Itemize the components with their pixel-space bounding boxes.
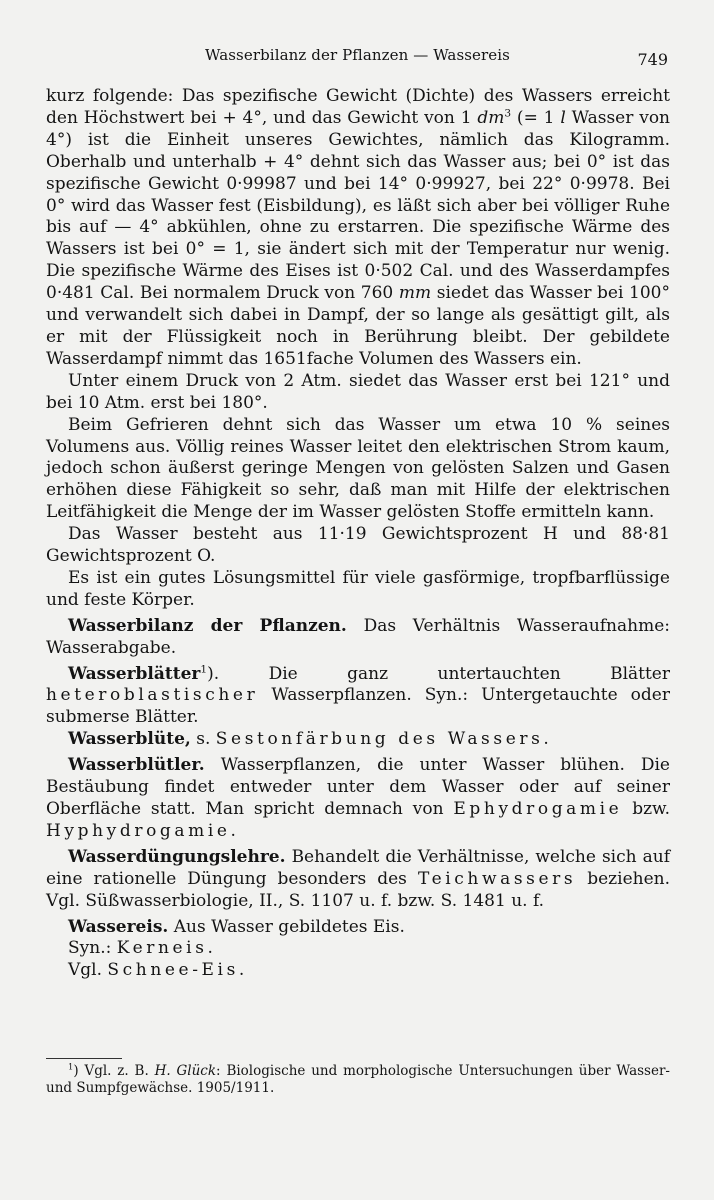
- entry-headword: Wasserdüngungslehre.: [68, 846, 286, 867]
- footnote-reference: 1: [200, 662, 208, 675]
- entry-wassereis-synonym: Syn.: Kerneis.: [68, 938, 217, 959]
- footnote-text: $^1$) Vgl. z. B. H. Glück: Biologische und morphologische Untersuchungen über Wasser- und Sumpfgewächse. 1905/1911.: [46, 1061, 670, 1096]
- footnote-rule: [46, 1058, 122, 1059]
- entry-wassereis: Wassereis. Aus Wasser gebildetes Eis.: [68, 916, 405, 937]
- paragraph-freezing: Beim Gefrieren dehnt sich das Wasser um etwa 10 % seines Volumens aus. Völlig reines Wasser leitet den elektrischen Strom kaum, jedoch schon äußerst geringe Mengen von gelösten Salzen und Gasen erhöhen diese Fähigkeit so sehr, daß man mit Hilfe der elektrischen Leitfähigkeit die Menge der im Wasser gelösten Stoffe ermitteln kann.: [46, 414, 670, 523]
- paragraph-boiling-pressure: Unter einem Druck von 2 Atm. siedet das Wasser erst bei 121° und bei 10 Atm. erst bei 180°.: [46, 370, 670, 413]
- page-header: [0, 40, 714, 68]
- entry-headword: Wasserblüte,: [68, 729, 191, 750]
- entry-headword: Wasserblütler.: [68, 755, 205, 776]
- page-number: 749: [637, 50, 668, 69]
- paragraph-water-density: kurz folgende: Das spezifische Gewicht (Dichte) des Wassers erreicht den Höchstwert bei + 4°, und das Gewicht von 1 $dm^3$ (= 1 l Wasser von 4°) ist die Einheit unseres Gewichtes, nämlich das Kilogramm. Oberhalb und unterhalb + 4° dehnt sich das Wasser aus; bei 0° ist das spezifische Gewicht 0·99987 und bei 14° 0·99927, bei 22° 0·9978. Bei 0° wird das Wasser fest (Eisbildung), es läßt sich aber bei völliger Ruhe bis auf — 4° abkühlen, ohne zu erstarren. Die spezifische Wärme des Wassers ist bei 0° = 1, sie ändert sich mit der Temperatur nur wenig. Die spezifische Wärme des Eises ist 0·502 Cal. und des Wasserdampfes 0·481 Cal. Bei normalem Druck von 760 mm siedet das Wasser bei 100° und verwandelt sich dabei in Dampf, der so lange als gesättigt gilt, als er mit der Flüssigkeit noch in Berührung bleibt. Der gebildete Wasserdampf nimmt das 1651fache Volumen des Wassers ein.: [46, 86, 671, 369]
- page-body: [46, 86, 670, 982]
- entry-wasserduengungslehre: Wasserdüngungslehre. Behandelt die Verhältnisse, welche sich auf eine rationelle Düngung besonders des Teichwassers beziehen. Vgl. Süßwasserbiologie, II., S. 1107 u. f. bzw. S. 1481 u. f.: [46, 846, 670, 911]
- footnote-author: H. Glück: [154, 1063, 217, 1079]
- entry-headword: Wasserblätter: [68, 663, 201, 684]
- paragraph-composition: Das Wasser besteht aus 11·19 Gewichtsprozent H und 88·81 Gewichtsprozent O.: [46, 524, 670, 567]
- paragraph-solvent: Es ist ein gutes Lösungsmittel für viele gasförmige, tropfbarflüssige und feste Körper.: [46, 567, 670, 610]
- entry-wassereis-see-also: Vgl. Schnee-Eis.: [68, 960, 248, 981]
- running-title: Wasserbilanz der Pflanzen — Wassereis: [205, 46, 510, 64]
- entry-wasserbluete: Wasserblüte, s. Sestonfärbung des Wassers.: [68, 729, 553, 750]
- entry-wasserblaetter: Wasserblätter$^1$). Die ganz untertauchten Blätter heteroblastischer Wasserpflanzen. Syn.: Untergetauchte oder submerse Blätter.: [46, 662, 670, 728]
- entry-wasserbluetler: Wasserblütler. Wasserpflanzen, die unter Wasser blühen. Die Bestäubung findet entweder unter dem Wasser oder auf seiner Oberfläche statt. Man spricht demnach von Ephydrogamie bzw. Hyphydrogamie.: [46, 755, 670, 841]
- entry-headword: Wasserbilanz der Pflanzen.: [68, 615, 347, 636]
- footnote: [46, 1058, 670, 1097]
- entry-wasserbilanz: Wasserbilanz der Pflanzen. Das Verhältnis Wasseraufnahme: Wasserabgabe.: [46, 615, 670, 658]
- entry-headword: Wassereis.: [68, 916, 169, 937]
